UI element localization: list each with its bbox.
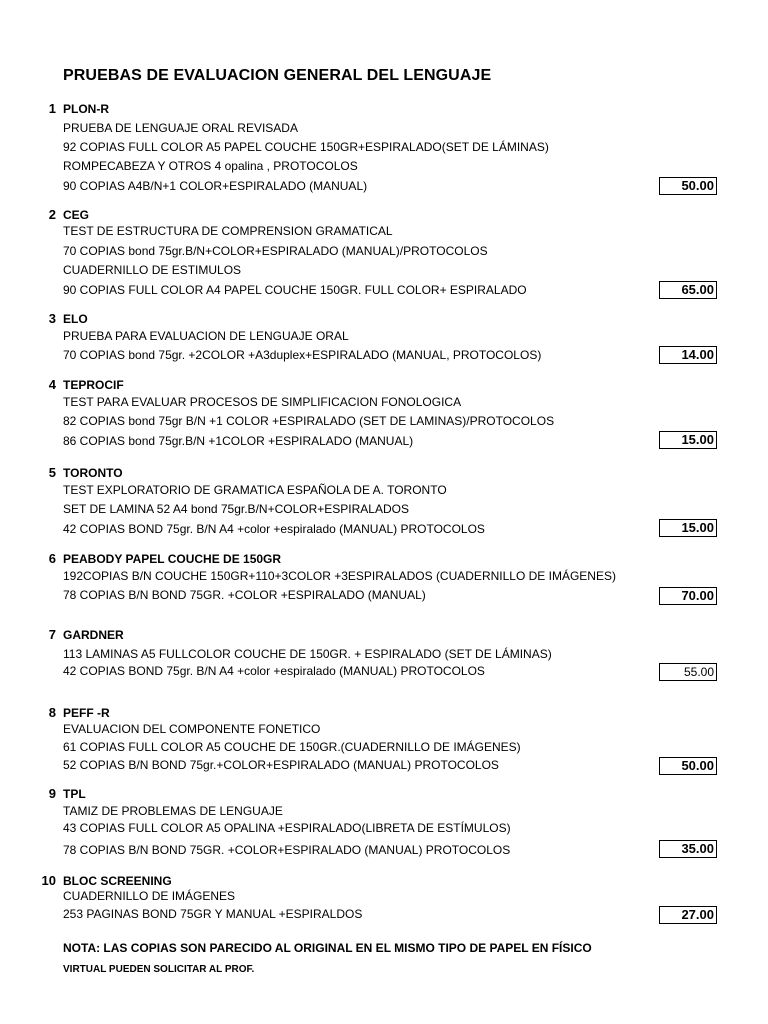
entry-number: 6 [48, 551, 56, 566]
price-box: 50.00 [659, 177, 717, 195]
entry-detail-line: 86 COPIAS bond 75gr.B/N +1COLOR +ESPIRALADO (MANUAL) [63, 434, 414, 448]
entry-detail-line: PRUEBA PARA EVALUACION DE LENGUAJE ORAL [63, 329, 349, 343]
entry-detail-line: TEST EXPLORATORIO DE GRAMATICA ESPAÑOLA DE A. TORONTO [63, 483, 447, 497]
entry-number: 9 [48, 786, 56, 801]
entry-detail-line: 90 COPIAS FULL COLOR A4 PAPEL COUCHE 150GR. FULL COLOR+ ESPIRALADO [63, 283, 527, 297]
entry-number: 3 [48, 311, 56, 326]
entry-detail-line: 78 COPIAS B/N BOND 75GR. +COLOR+ESPIRALADO (MANUAL) PROTOCOLOS [63, 843, 511, 857]
entry-title: GARDNER [63, 628, 124, 642]
entry-number: 4 [48, 377, 56, 392]
entry-number: 5 [48, 465, 56, 480]
entry-title: PEFF -R [63, 706, 110, 720]
price-box: 65.00 [659, 281, 717, 299]
entry-detail-line: PRUEBA DE LENGUAJE ORAL REVISADA [63, 121, 298, 135]
entry-detail-line: 52 COPIAS B/N BOND 75gr.+COLOR+ESPIRALADO (MANUAL) PROTOCOLOS [63, 758, 499, 772]
price-box: 55.00 [659, 663, 717, 681]
entry-number: 2 [48, 207, 56, 222]
entry-title: BLOC SCREENING [63, 874, 172, 888]
entry-detail-line: CUADERNILLO DE IMÁGENES [63, 889, 236, 903]
entry-title: PEABODY PAPEL COUCHE DE 150GR [63, 552, 282, 566]
entry-number: 10 [41, 873, 56, 888]
entry-detail-line: 43 COPIAS FULL COLOR A5 OPALINA +ESPIRALADO(LIBRETA DE ESTÍMULOS) [63, 821, 511, 835]
entry-detail-line: 70 COPIAS bond 75gr. +2COLOR +A3duplex+ESPIRALADO (MANUAL, PROTOCOLOS) [63, 348, 542, 362]
entry-number: 1 [48, 101, 56, 116]
entry-detail-line: 192COPIAS B/N COUCHE 150GR+110+3COLOR +3ESPIRALADOS (CUADERNILLO DE IMÁGENES) [63, 569, 616, 583]
price-box: 15.00 [659, 519, 717, 537]
price-box: 15.00 [659, 431, 717, 449]
entry-title: TEPROCIF [63, 378, 124, 392]
price-box: 70.00 [659, 587, 717, 605]
entry-detail-line: 78 COPIAS B/N BOND 75GR. +COLOR +ESPIRALADO (MANUAL) [63, 588, 426, 602]
entry-detail-line: EVALUACION DEL COMPONENTE FONETICO [63, 722, 321, 736]
entry-detail-line: 113 LAMINAS A5 FULLCOLOR COUCHE DE 150GR. + ESPIRALADO (SET DE LÁMINAS) [63, 647, 552, 661]
entry-detail-line: TAMIZ DE PROBLEMAS DE LENGUAJE [63, 804, 283, 818]
note-text: NOTA: LAS COPIAS SON PARECIDO AL ORIGINAL EN EL MISMO TIPO DE PAPEL EN FÍSICO [63, 941, 592, 955]
price-box: 27.00 [659, 906, 717, 924]
entry-detail-line: ROMPECABEZA Y OTROS 4 opalina , PROTOCOLOS [63, 159, 358, 173]
note-subtext: VIRTUAL PUEDEN SOLICITAR AL PROF. [63, 964, 255, 975]
entry-detail-line: TEST DE ESTRUCTURA DE COMPRENSION GRAMATICAL [63, 224, 393, 238]
entry-detail-line: 90 COPIAS A4B/N+1 COLOR+ESPIRALADO (MANUAL) [63, 179, 368, 193]
entry-detail-line: 253 PAGINAS BOND 75GR Y MANUAL +ESPIRALDOS [63, 907, 363, 921]
entry-detail-line: SET DE LAMINA 52 A4 bond 75gr.B/N+COLOR+ESPIRALADOS [63, 502, 409, 516]
entry-number: 7 [48, 627, 56, 642]
entry-detail-line: 42 COPIAS BOND 75gr. B/N A4 +color +espiralado (MANUAL) PROTOCOLOS [63, 522, 485, 536]
page-title: PRUEBAS DE EVALUACION GENERAL DEL LENGUAJE [63, 67, 492, 84]
entry-detail-line: 70 COPIAS bond 75gr.B/N+COLOR+ESPIRALADO (MANUAL)/PROTOCOLOS [63, 244, 488, 258]
entry-detail-line: 92 COPIAS FULL COLOR A5 PAPEL COUCHE 150GR+ESPIRALADO(SET DE LÁMINAS) [63, 140, 549, 154]
entry-detail-line: TEST PARA EVALUAR PROCESOS DE SIMPLIFICACION FONOLOGICA [63, 395, 462, 409]
entry-detail-line: 82 COPIAS bond 75gr B/N +1 COLOR +ESPIRALADO (SET DE LAMINAS)/PROTOCOLOS [63, 414, 555, 428]
entry-title: PLON-R [63, 102, 109, 116]
entry-title: ELO [63, 312, 88, 326]
price-box: 50.00 [659, 757, 717, 775]
entry-detail-line: 42 COPIAS BOND 75gr. B/N A4 +color +espiralado (MANUAL) PROTOCOLOS [63, 664, 485, 678]
entry-title: CEG [63, 208, 90, 222]
price-box: 14.00 [659, 346, 717, 364]
entry-title: TORONTO [63, 466, 123, 480]
entry-title: TPL [63, 787, 86, 801]
entry-number: 8 [48, 705, 56, 720]
entry-detail-line: 61 COPIAS FULL COLOR A5 COUCHE DE 150GR.(CUADERNILLO DE IMÁGENES) [63, 740, 521, 754]
entry-detail-line: CUADERNILLO DE ESTIMULOS [63, 263, 242, 277]
price-box: 35.00 [659, 840, 717, 858]
